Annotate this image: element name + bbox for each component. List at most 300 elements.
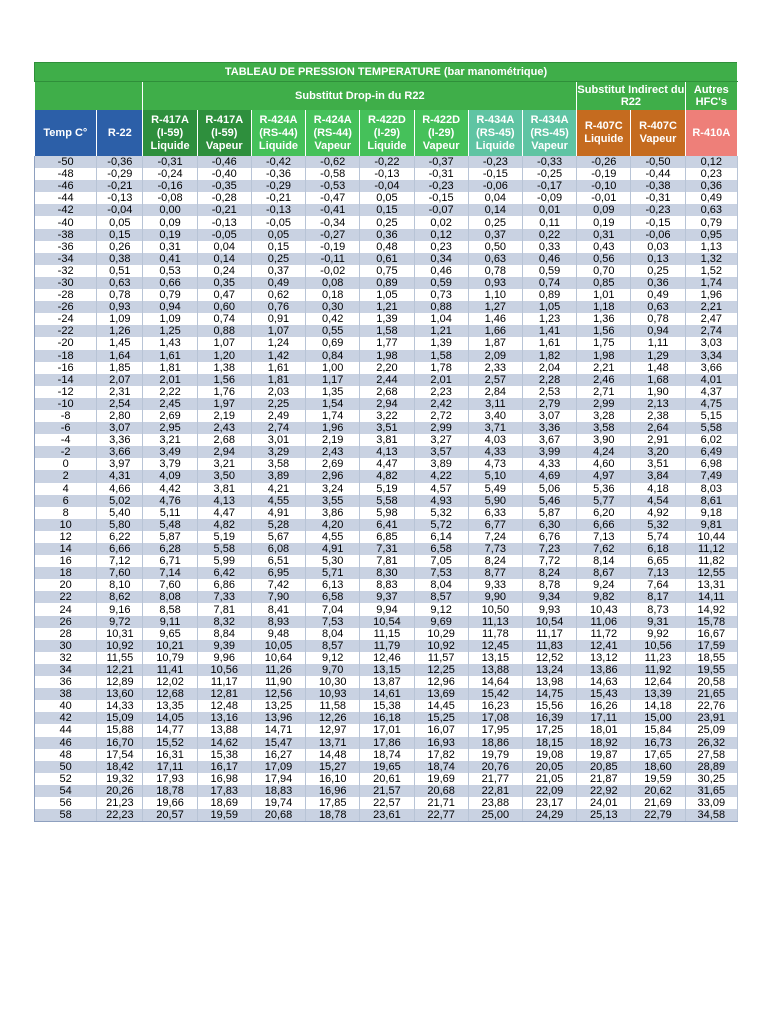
pressure-cell: -0,13 [97, 192, 143, 204]
pressure-cell: 1,20 [197, 350, 251, 362]
column-header-r407c-vapeur [631, 110, 685, 156]
pressure-cell: 3,50 [197, 470, 251, 482]
pressure-cell: 1,10 [468, 289, 522, 301]
pressure-cell: 0,19 [143, 229, 197, 241]
pressure-cell: -0,31 [414, 168, 468, 180]
pressure-cell: 8,84 [197, 628, 251, 640]
temperature-cell: 12 [35, 531, 97, 543]
pressure-cell: 15,56 [522, 700, 576, 712]
table-row [35, 507, 738, 519]
pressure-cell: 6,33 [468, 507, 522, 519]
pressure-cell: 0,66 [143, 277, 197, 289]
pressure-cell: 2,19 [197, 410, 251, 422]
pressure-cell: 30,25 [685, 773, 737, 785]
pressure-cell: 0,09 [143, 216, 197, 228]
temperature-cell: -22 [35, 325, 97, 337]
pressure-cell: 2,69 [143, 410, 197, 422]
pressure-cell: 0,63 [97, 277, 143, 289]
table-row [35, 374, 738, 386]
pressure-cell: 4,13 [197, 495, 251, 507]
pressure-cell: 8,17 [631, 591, 685, 603]
pressure-cell: 12,56 [251, 688, 305, 700]
table-row [35, 301, 738, 313]
column-header-r22 [97, 110, 143, 156]
pressure-cell: 18,86 [468, 737, 522, 749]
pressure-cell: 8,04 [414, 579, 468, 591]
pressure-cell: 0,04 [468, 192, 522, 204]
pressure-cell: -0,29 [251, 180, 305, 192]
pressure-cell: 2,94 [360, 398, 414, 410]
temperature-cell: -8 [35, 410, 97, 422]
temperature-cell: 18 [35, 567, 97, 579]
pressure-cell: 12,81 [197, 688, 251, 700]
column-header-r424a-liquide [251, 110, 305, 156]
pressure-cell: 2,72 [414, 410, 468, 422]
table-row [35, 809, 738, 822]
pressure-cell: 0,76 [251, 301, 305, 313]
temperature-cell: 44 [35, 724, 97, 736]
table-row [35, 579, 738, 591]
pressure-cell: 0,56 [577, 253, 631, 265]
pressure-cell: 1,05 [360, 289, 414, 301]
pressure-cell: 5,11 [143, 507, 197, 519]
pressure-cell: 2,74 [251, 422, 305, 434]
pressure-cell: 0,48 [360, 241, 414, 253]
pressure-cell: 11,82 [685, 555, 737, 567]
pressure-cell: 23,91 [685, 712, 737, 724]
pressure-cell: 1,61 [522, 337, 576, 349]
pressure-cell: 9,70 [306, 664, 360, 676]
pressure-cell: 9,93 [522, 603, 576, 615]
pressure-cell: 0,62 [251, 289, 305, 301]
column-header-line: Liquide [258, 139, 299, 152]
pressure-cell: 1,32 [685, 253, 737, 265]
temperature-cell: -20 [35, 337, 97, 349]
pressure-cell: 3,01 [251, 434, 305, 446]
pressure-cell: 7,31 [360, 543, 414, 555]
pressure-cell: 12,64 [631, 676, 685, 688]
pressure-cell: 0,19 [577, 216, 631, 228]
table-row [35, 362, 738, 374]
pressure-cell: 19,65 [360, 761, 414, 773]
pressure-cell: 0,02 [414, 216, 468, 228]
pressure-cell: 13,31 [685, 579, 737, 591]
pressure-cell: 0,24 [197, 265, 251, 277]
column-header-r422d-vapeur [414, 110, 468, 156]
pressure-cell: 5,19 [360, 483, 414, 495]
pressure-cell: 1,09 [143, 313, 197, 325]
pressure-cell: 0,49 [631, 289, 685, 301]
pressure-cell: 16,17 [197, 761, 251, 773]
pressure-cell: 6,66 [577, 519, 631, 531]
pressure-cell: 11,90 [251, 676, 305, 688]
table-row [35, 483, 738, 495]
column-header-line: Vapeur [639, 133, 677, 145]
pressure-cell: 1,26 [97, 325, 143, 337]
pressure-cell: 2,79 [522, 398, 576, 410]
pressure-cell: 5,32 [631, 519, 685, 531]
table-row [35, 603, 738, 615]
table-row [35, 325, 738, 337]
pressure-cell: 24,29 [522, 809, 576, 822]
pressure-cell: 0,51 [97, 265, 143, 277]
pressure-cell: 25,13 [577, 809, 631, 822]
pressure-cell: -0,09 [522, 192, 576, 204]
table-row [35, 470, 738, 482]
pressure-cell: 14,11 [685, 591, 737, 603]
temperature-cell: 22 [35, 591, 97, 603]
pressure-cell: 11,13 [468, 616, 522, 628]
pressure-cell: 3,51 [360, 422, 414, 434]
pressure-cell: 19,74 [251, 797, 305, 809]
pressure-cell: 3,36 [97, 434, 143, 446]
pressure-cell: 3,97 [97, 458, 143, 470]
pressure-cell: -0,22 [360, 156, 414, 168]
pressure-cell: 2,21 [577, 362, 631, 374]
pressure-cell: 14,63 [577, 676, 631, 688]
pressure-cell: 0,05 [251, 229, 305, 241]
pressure-cell: 7,72 [522, 555, 576, 567]
pressure-cell: 3,86 [306, 507, 360, 519]
pressure-cell: 14,64 [468, 676, 522, 688]
pressure-cell: 15,42 [468, 688, 522, 700]
pressure-cell: 10,43 [577, 603, 631, 615]
pressure-cell: 27,58 [685, 749, 737, 761]
pressure-cell: -0,15 [468, 168, 522, 180]
pressure-cell: 22,81 [468, 785, 522, 797]
column-header-line: R-417A [151, 113, 189, 126]
temperature-cell: 50 [35, 761, 97, 773]
pressure-cell: 8,57 [306, 640, 360, 652]
pressure-cell: 0,63 [468, 253, 522, 265]
pressure-cell: 2,22 [143, 386, 197, 398]
pressure-cell: 1,97 [197, 398, 251, 410]
pressure-cell: 8,30 [360, 567, 414, 579]
table-row [35, 749, 738, 761]
pressure-cell: 3,99 [522, 446, 576, 458]
pressure-cell: 9,92 [631, 628, 685, 640]
pressure-cell: 17,59 [685, 640, 737, 652]
pressure-cell: 6,22 [97, 531, 143, 543]
pressure-cell: 2,47 [685, 313, 737, 325]
pressure-cell: 9,48 [251, 628, 305, 640]
pressure-cell: 5,36 [577, 483, 631, 495]
pressure-cell: -0,37 [414, 156, 468, 168]
pressure-cell: 3,34 [685, 350, 737, 362]
pressure-cell: 3,21 [197, 458, 251, 470]
pressure-cell: 6,42 [197, 567, 251, 579]
pressure-cell: -0,23 [414, 180, 468, 192]
pressure-cell: 7,42 [251, 579, 305, 591]
temperature-cell: 6 [35, 495, 97, 507]
temperature-cell: -36 [35, 241, 97, 253]
pressure-cell: 4,91 [251, 507, 305, 519]
pressure-cell: 21,23 [97, 797, 143, 809]
column-header-temp [35, 110, 97, 156]
pressure-cell: 12,46 [360, 652, 414, 664]
pressure-cell: -0,15 [414, 192, 468, 204]
temperature-cell: -4 [35, 434, 97, 446]
pressure-cell: 17,11 [577, 712, 631, 724]
pressure-cell: 1,52 [685, 265, 737, 277]
pressure-cell: -0,13 [197, 216, 251, 228]
pressure-cell: 0,63 [685, 204, 737, 216]
pressure-cell: -0,21 [197, 204, 251, 216]
pressure-cell: 11,72 [577, 628, 631, 640]
pressure-cell: 4,33 [468, 446, 522, 458]
pressure-cell: 4,69 [522, 470, 576, 482]
pressure-cell: 1,58 [360, 325, 414, 337]
pressure-cell: 1,35 [306, 386, 360, 398]
table-row [35, 495, 738, 507]
pressure-cell: 19,66 [143, 797, 197, 809]
pressure-cell: 0,25 [631, 265, 685, 277]
pressure-cell: 0,79 [685, 216, 737, 228]
pressure-cell: 21,69 [631, 797, 685, 809]
column-header-line: R-422D [422, 113, 461, 126]
pressure-cell: 6,18 [631, 543, 685, 555]
column-header-line: R-407C [584, 120, 623, 132]
pressure-cell: 19,59 [197, 809, 251, 822]
pressure-cell: 1,39 [360, 313, 414, 325]
pressure-cell: 13,88 [468, 664, 522, 676]
pressure-cell: 14,62 [197, 737, 251, 749]
pressure-cell: 21,05 [522, 773, 576, 785]
pressure-cell: 4,22 [414, 470, 468, 482]
pressure-cell: 0,79 [143, 289, 197, 301]
pressure-cell: 2,99 [577, 398, 631, 410]
pressure-cell: 7,13 [577, 531, 631, 543]
pressure-cell: 0,05 [97, 216, 143, 228]
pressure-cell: 2,42 [414, 398, 468, 410]
pressure-cell: 0,55 [306, 325, 360, 337]
pressure-cell: 4,42 [143, 483, 197, 495]
pressure-cell: 2,49 [251, 410, 305, 422]
pressure-cell: 18,42 [97, 761, 143, 773]
pressure-cell: 15,09 [97, 712, 143, 724]
temperature-cell: 20 [35, 579, 97, 591]
pressure-cell: 2,74 [685, 325, 737, 337]
pressure-cell: 8,08 [143, 591, 197, 603]
pressure-cell: 26,32 [685, 737, 737, 749]
pressure-cell: 8,41 [251, 603, 305, 615]
pressure-cell: 3,07 [522, 410, 576, 422]
pressure-cell: 3,89 [251, 470, 305, 482]
pressure-cell: 1,24 [251, 337, 305, 349]
pressure-cell: 11,55 [97, 652, 143, 664]
column-header-line: R-434A [530, 113, 569, 126]
pressure-cell: 11,78 [468, 628, 522, 640]
pressure-cell: 8,61 [685, 495, 737, 507]
pressure-cell: 16,07 [414, 724, 468, 736]
table-row [35, 277, 738, 289]
pressure-cell: 0,35 [197, 277, 251, 289]
pressure-cell: 3,24 [306, 483, 360, 495]
pressure-cell: 0,31 [577, 229, 631, 241]
pressure-cell: 7,62 [577, 543, 631, 555]
temperature-cell: 2 [35, 470, 97, 482]
temperature-cell: -2 [35, 446, 97, 458]
pressure-cell: 2,94 [197, 446, 251, 458]
table-row [35, 652, 738, 664]
column-header-r410a [685, 110, 737, 156]
column-header-r417a-vapeur [197, 110, 251, 156]
pressure-cell: 0,95 [685, 229, 737, 241]
pressure-cell: 0,85 [577, 277, 631, 289]
table-row [35, 216, 738, 228]
pressure-cell: 9,11 [143, 616, 197, 628]
pressure-cell: 5,32 [414, 507, 468, 519]
pressure-cell: 6,13 [306, 579, 360, 591]
pressure-cell: 0,00 [143, 204, 197, 216]
pressure-cell: 1,56 [577, 325, 631, 337]
column-header-r434a-vapeur [522, 110, 576, 156]
temperature-cell: 16 [35, 555, 97, 567]
pressure-cell: 9,81 [685, 519, 737, 531]
pressure-cell: 16,23 [468, 700, 522, 712]
table-row [35, 628, 738, 640]
pressure-cell: 16,26 [577, 700, 631, 712]
pressure-cell: 2,28 [522, 374, 576, 386]
pressure-cell: 14,77 [143, 724, 197, 736]
pressure-cell: 22,57 [360, 797, 414, 809]
pressure-cell: 0,91 [251, 313, 305, 325]
pressure-cell: 9,96 [197, 652, 251, 664]
pressure-cell: 0,60 [197, 301, 251, 313]
pressure-cell: 0,78 [97, 289, 143, 301]
pressure-cell: 34,58 [685, 809, 737, 822]
pressure-cell: 21,57 [360, 785, 414, 797]
pressure-cell: 9,37 [360, 591, 414, 603]
table-row [35, 724, 738, 736]
pressure-cell: 5,90 [468, 495, 522, 507]
pressure-cell: 14,45 [414, 700, 468, 712]
pressure-cell: 5,58 [197, 543, 251, 555]
pressure-cell: 8,14 [577, 555, 631, 567]
temperature-cell: -40 [35, 216, 97, 228]
pressure-cell: 4,55 [306, 531, 360, 543]
pressure-cell: -0,46 [197, 156, 251, 168]
pressure-cell: 1,54 [306, 398, 360, 410]
pressure-cell: 9,18 [685, 507, 737, 519]
pressure-cell: 18,78 [306, 809, 360, 822]
pressure-cell: 1,78 [414, 362, 468, 374]
pressure-cell: -0,19 [306, 241, 360, 253]
temperature-cell: 48 [35, 749, 97, 761]
temperature-cell: 0 [35, 458, 97, 470]
temperature-cell: 26 [35, 616, 97, 628]
pressure-cell: -0,15 [631, 216, 685, 228]
pressure-cell: 8,78 [522, 579, 576, 591]
pressure-cell: -0,13 [251, 204, 305, 216]
pressure-cell: 12,21 [97, 664, 143, 676]
pressure-cell: 9,65 [143, 628, 197, 640]
pressure-cell: 11,58 [306, 700, 360, 712]
column-header-line: R-417A [205, 113, 244, 126]
pressure-cell: 1,36 [577, 313, 631, 325]
temperature-cell: -28 [35, 289, 97, 301]
pressure-cell: 4,93 [414, 495, 468, 507]
pressure-cell: -0,04 [97, 204, 143, 216]
pressure-cell: 1,42 [251, 350, 305, 362]
pressure-cell: 0,88 [414, 301, 468, 313]
pressure-cell: 12,55 [685, 567, 737, 579]
pressure-cell: 5,06 [522, 483, 576, 495]
pressure-cell: 4,24 [577, 446, 631, 458]
pressure-cell: 2,53 [522, 386, 576, 398]
pressure-cell: 12,41 [577, 640, 631, 652]
pressure-cell: 12,97 [306, 724, 360, 736]
pressure-cell: 1,46 [468, 313, 522, 325]
pressure-cell: 2,80 [97, 410, 143, 422]
pressure-cell: 16,39 [522, 712, 576, 724]
pressure-cell: 24,01 [577, 797, 631, 809]
pressure-cell: 0,59 [522, 265, 576, 277]
pressure-cell: 5,19 [197, 531, 251, 543]
temperature-cell: -42 [35, 204, 97, 216]
pressure-cell: 14,05 [143, 712, 197, 724]
pressure-cell: 6,85 [360, 531, 414, 543]
pressure-cell: 17,08 [468, 712, 522, 724]
pressure-cell: 0,13 [631, 253, 685, 265]
pressure-cell: -0,25 [522, 168, 576, 180]
pressure-cell: 5,30 [306, 555, 360, 567]
pressure-cell: 4,76 [143, 495, 197, 507]
pressure-cell: 9,33 [468, 579, 522, 591]
table-row [35, 543, 738, 555]
pressure-cell: 7,49 [685, 470, 737, 482]
pressure-cell: -0,21 [97, 180, 143, 192]
pressure-cell: 2,69 [306, 458, 360, 470]
pressure-cell: 1,75 [577, 337, 631, 349]
pressure-cell: 5,46 [522, 495, 576, 507]
pressure-cell: 5,71 [306, 567, 360, 579]
pressure-cell: 9,72 [97, 616, 143, 628]
pressure-cell: 10,30 [306, 676, 360, 688]
pressure-temperature-table [34, 62, 738, 822]
pressure-cell: 18,83 [251, 785, 305, 797]
pressure-cell: 11,15 [360, 628, 414, 640]
table-row [35, 531, 738, 543]
pressure-cell: 5,99 [197, 555, 251, 567]
table-row [35, 664, 738, 676]
table-row [35, 700, 738, 712]
pressure-cell: 2,31 [97, 386, 143, 398]
temperature-cell: -18 [35, 350, 97, 362]
pressure-cell: 9,31 [631, 616, 685, 628]
pressure-cell: 12,26 [306, 712, 360, 724]
pressure-cell: 0,88 [197, 325, 251, 337]
pressure-cell: 2,07 [97, 374, 143, 386]
pressure-cell: 6,66 [97, 543, 143, 555]
pressure-cell: 21,71 [414, 797, 468, 809]
pressure-cell: 13,71 [306, 737, 360, 749]
pressure-cell: 11,17 [197, 676, 251, 688]
pressure-cell: 1,66 [468, 325, 522, 337]
pressure-cell: 2,33 [468, 362, 522, 374]
pressure-cell: 7,73 [468, 543, 522, 555]
pressure-cell: 0,59 [414, 277, 468, 289]
table-row [35, 386, 738, 398]
pressure-cell: 1,74 [685, 277, 737, 289]
pressure-cell: 8,67 [577, 567, 631, 579]
pressure-cell: 9,16 [97, 603, 143, 615]
pressure-cell: 17,25 [522, 724, 576, 736]
pressure-cell: 0,74 [197, 313, 251, 325]
pressure-cell: 1,68 [631, 374, 685, 386]
pressure-cell: 15,47 [251, 737, 305, 749]
column-header-line: (RS-45) [530, 126, 569, 139]
